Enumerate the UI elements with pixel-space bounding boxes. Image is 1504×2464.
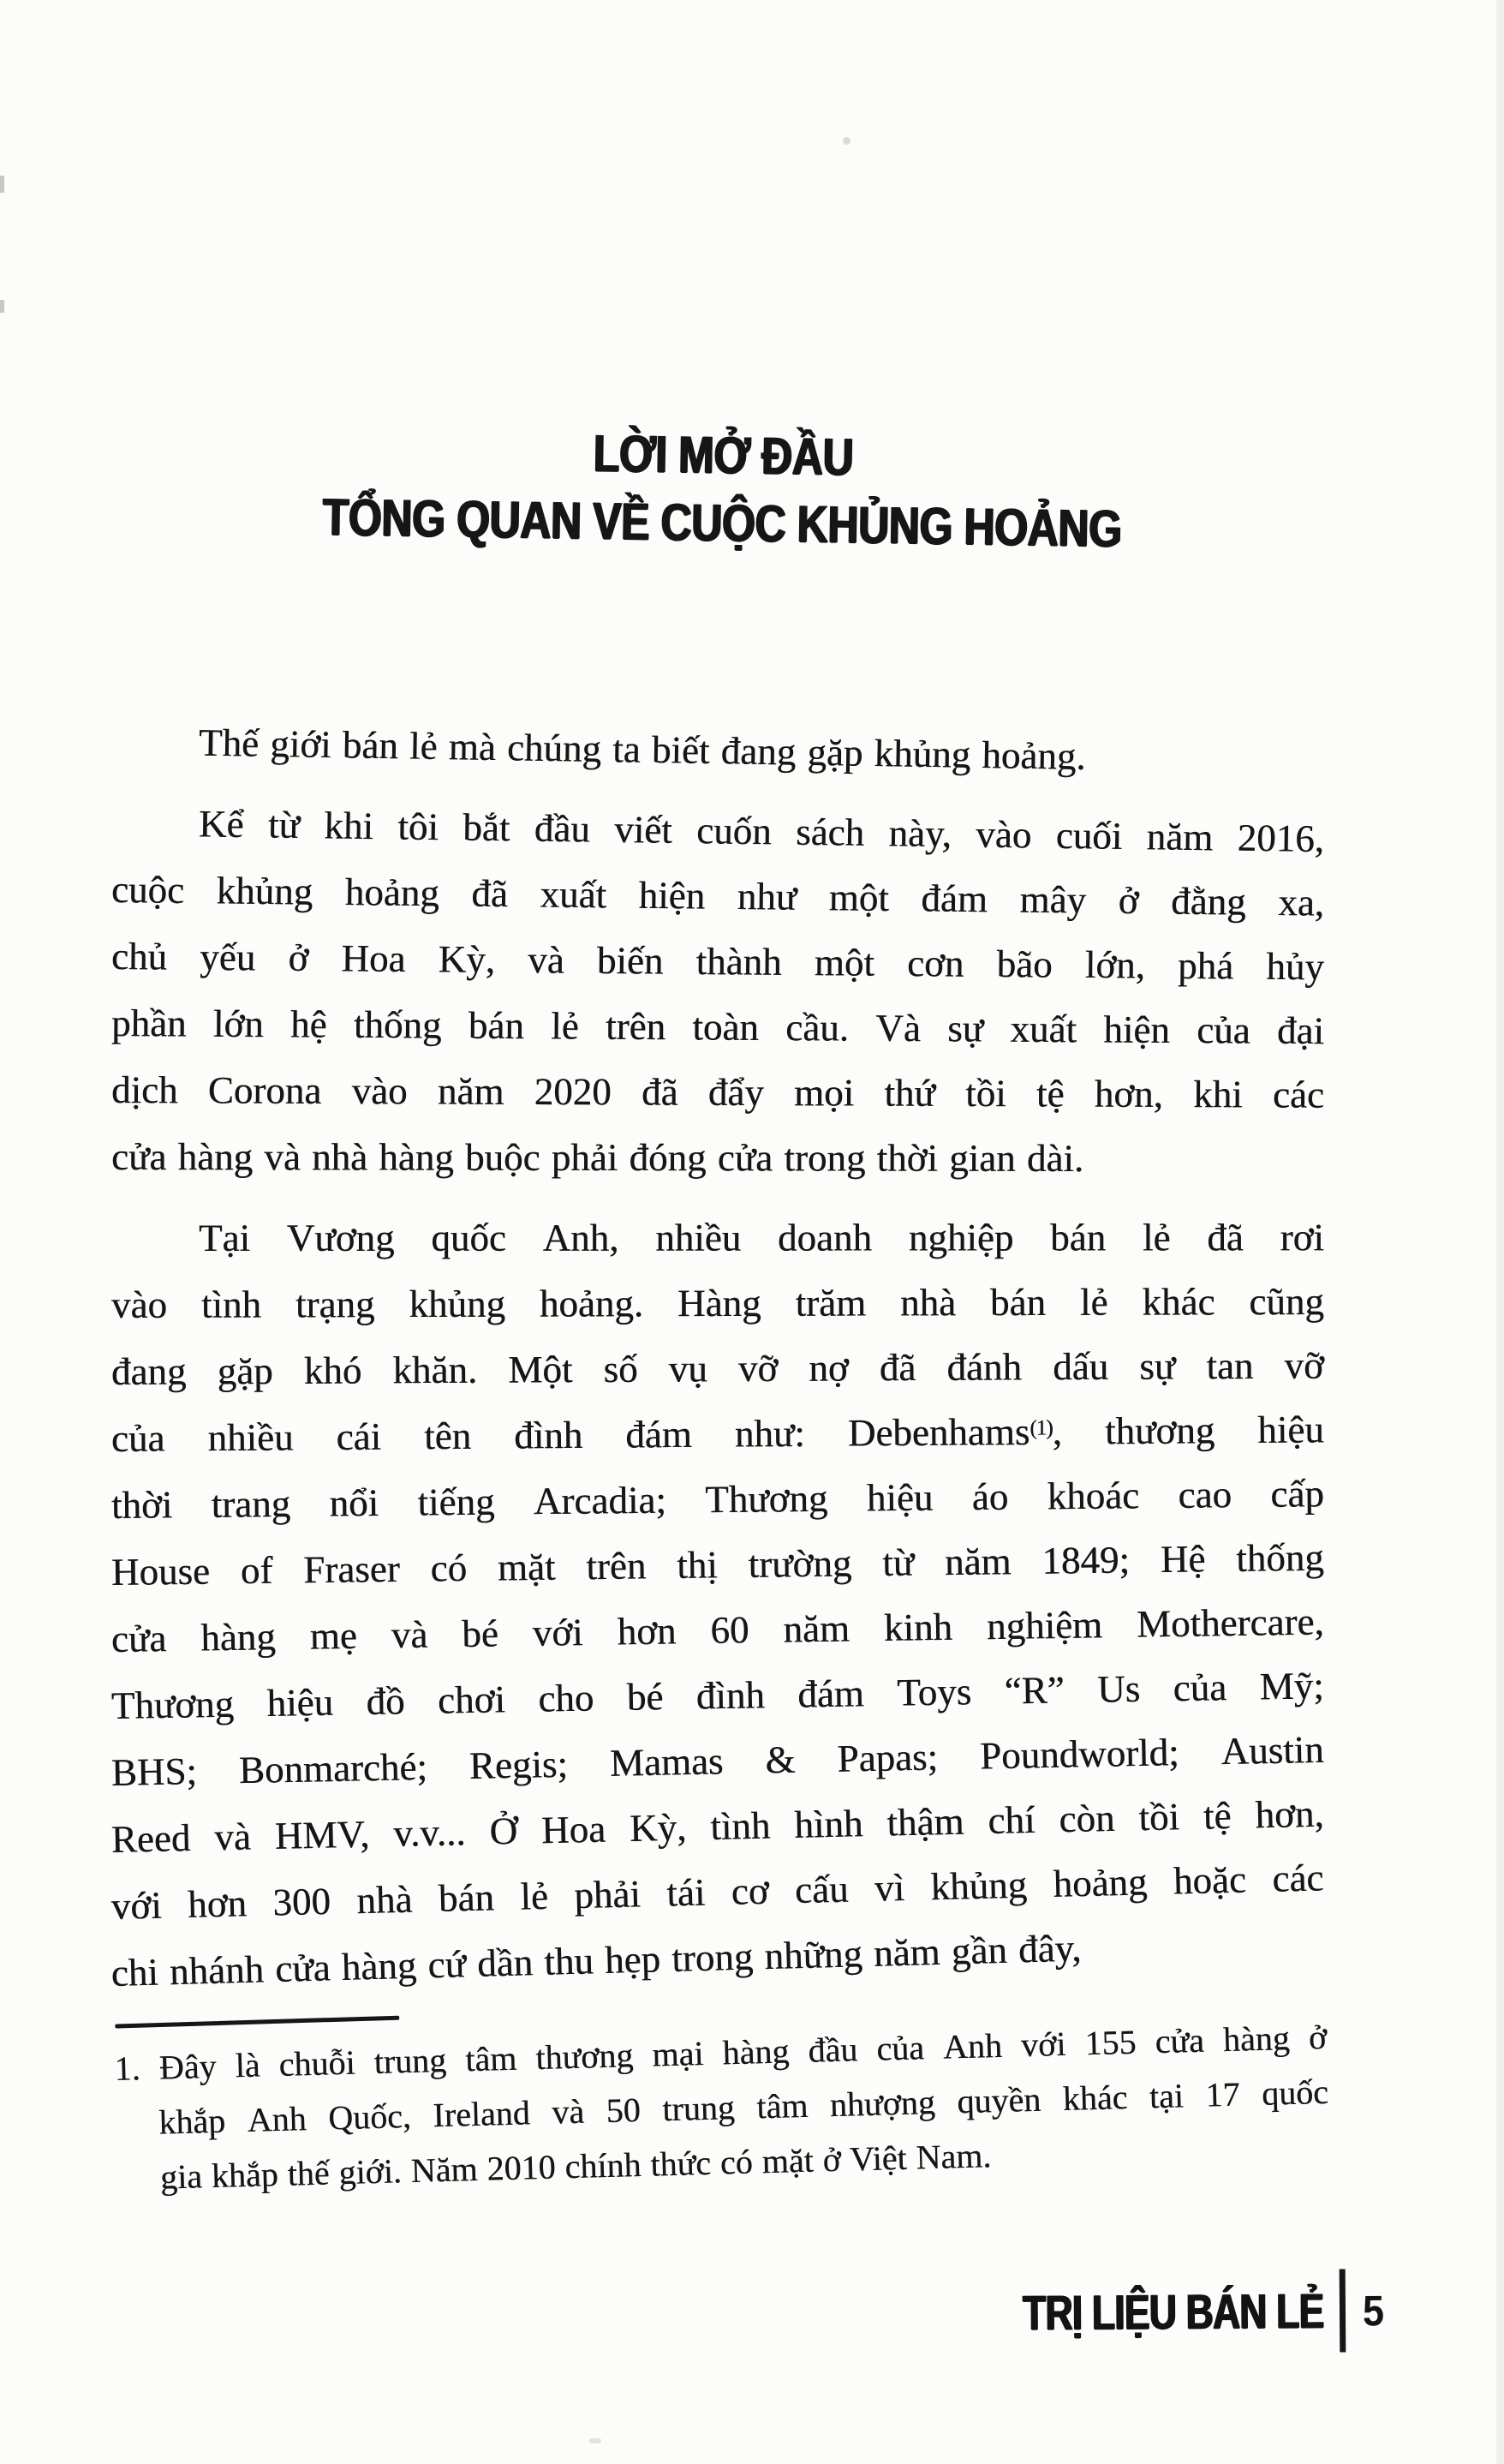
- scan-speck: [843, 137, 850, 145]
- footer-divider-bar: [1339, 2270, 1346, 2353]
- text-line: gia khắp thế giới. Năm 2010 chính thức có mặt ở Việt Nam.: [159, 2136, 992, 2197]
- chapter-title: [0, 410, 1476, 568]
- text-line: cửa hàng mẹ và bé với hơn 60 năm kinh nghiệm Mothercare,: [110, 1600, 1324, 1660]
- text-line: của nhiều cái tên đình đám như: Debenhams$^{(1)}$, thương hiệu: [110, 1408, 1324, 1460]
- footnote: [113, 1982, 1330, 2206]
- text-line: Thương hiệu đồ chơi cho bé đình đám Toys “R” Us của Mỹ;: [110, 1664, 1325, 1727]
- text-line: phần lớn hệ thống bán lẻ trên toàn cầu. Và sự xuất hiện của đại: [110, 1002, 1325, 1053]
- scan-speck: [0, 176, 4, 193]
- scan-speck: [589, 2438, 601, 2443]
- text-line: Tại Vương quốc Anh, nhiều doanh nghiệp bán lẻ đã rơi: [198, 1216, 1324, 1259]
- paragraph: [111, 789, 1324, 1190]
- text-line: khắp Anh Quốc, Ireland và 50 trung tâm nhượng quyền khác tại 17 quốc: [158, 2072, 1329, 2142]
- text-line: Thế giới bán lẻ mà chúng ta biết đang gặp khủng hoảng.: [198, 721, 1087, 778]
- text-line: Kể từ khi tôi bắt đầu viết cuốn sách này, vào cuối năm 2016,: [198, 802, 1325, 861]
- scan-edge-shadow: [1496, 0, 1504, 2464]
- text-line: chi nhánh cửa hàng cứ dần thu hẹp trong những năm gần đây,: [110, 1926, 1082, 1995]
- scan-speck: [0, 300, 4, 313]
- page-footer: [937, 2269, 1386, 2355]
- body-text: [111, 708, 1324, 2006]
- chapter-title-line1-text: LỜI MỞ ĐẦU: [593, 423, 854, 487]
- text-line: chủ yếu ở Hoa Kỳ, và biến thành một cơn bão lớn, phá hủy: [110, 935, 1325, 989]
- footnote-lines: [114, 2010, 1331, 2206]
- text-line: Reed và HMV, v.v... Ở Hoa Kỳ, tình hình thậm chí còn tồi tệ hơn,: [110, 1791, 1325, 1861]
- text-line: 1. Đây là chuỗi trung tâm thương mại hàng đầu của Anh với 155 cửa hàng ở: [114, 2017, 1328, 2088]
- paragraph: [111, 1205, 1324, 2006]
- text-line: vào tình trạng khủng hoảng. Hàng trăm nhà bán lẻ khác cũng: [110, 1280, 1324, 1326]
- text-line: với hơn 300 nhà bán lẻ phải tái cơ cấu vì khủng hoảng hoặc các: [110, 1856, 1324, 1928]
- text-line: cuộc khủng hoảng đã xuất hiện như một đám mây ở đằng xa,: [110, 868, 1325, 924]
- footnote-divider: [115, 2016, 399, 2029]
- page-number: 5: [1361, 2286, 1384, 2335]
- text-line: dịch Corona vào năm 2020 đã đẩy mọi thứ tồi tệ hơn, khi các: [110, 1068, 1324, 1116]
- text-line: đang gặp khó khăn. Một số vụ vỡ nợ đã đánh dấu sự tan vỡ: [110, 1343, 1324, 1393]
- paragraph: [111, 708, 1324, 778]
- running-title-text: TRỊ LIỆU BÁN LẺ: [1022, 2283, 1324, 2341]
- text-line: thời trang nổi tiếng Arcadia; Thương hiệu áo khoác cao cấp: [110, 1472, 1325, 1527]
- footnote-ref: (1): [1030, 1416, 1053, 1440]
- text-line: House of Fraser có mặt trên thị trường từ năm 1849; Hệ thống: [110, 1535, 1324, 1594]
- running-title: [937, 2282, 1323, 2341]
- text-line: cửa hàng và nhà hàng buộc phải đóng cửa trong thời gian dài.: [110, 1135, 1084, 1180]
- text-line: BHS; Bonmarché; Regis; Mamas & Papas; Poundworld; Austin: [110, 1727, 1325, 1794]
- chapter-title-line2-text: TỔNG QUAN VỀ CUỘC KHỦNG HOẢNG: [322, 487, 1123, 558]
